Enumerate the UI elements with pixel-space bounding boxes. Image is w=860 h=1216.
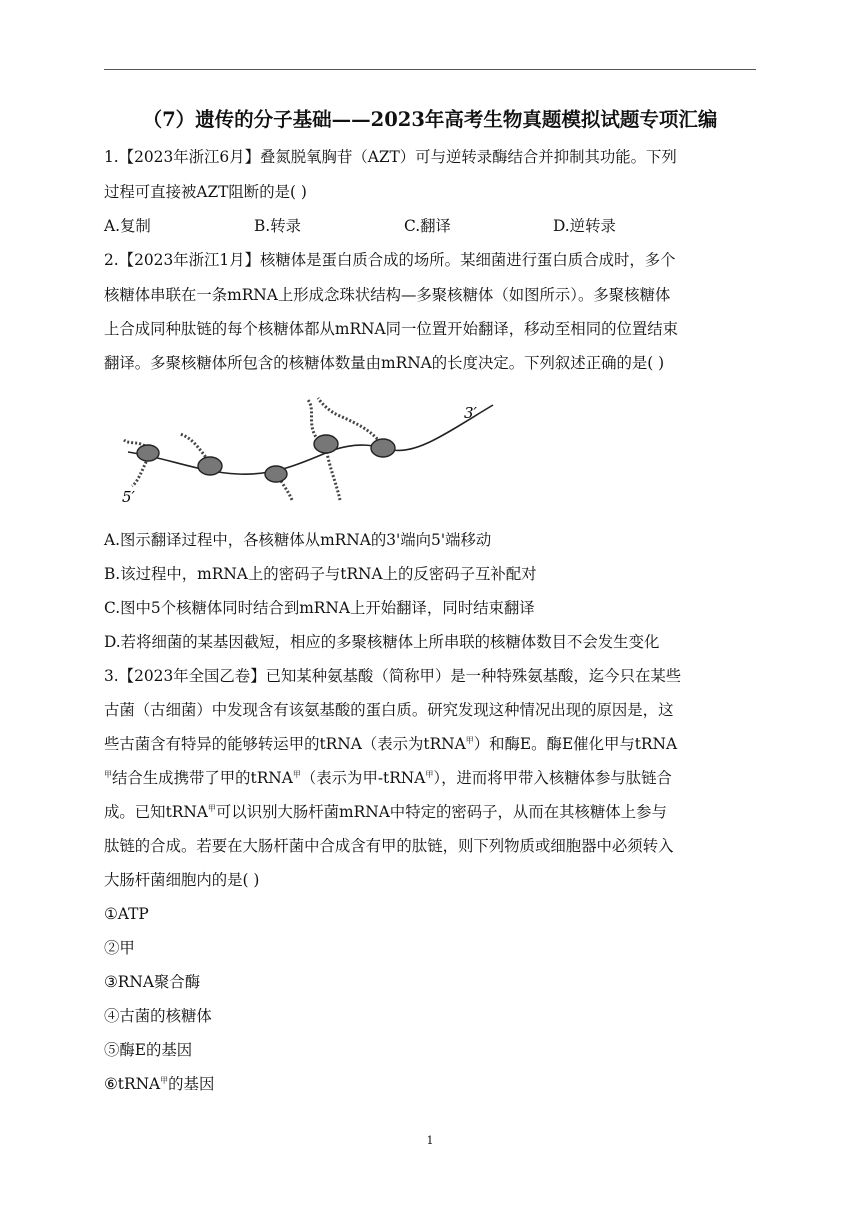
header-rule <box>104 69 756 70</box>
q1-option-b: B.转录 <box>254 217 301 235</box>
label-3prime: 3′ <box>464 404 477 422</box>
ribosome <box>314 435 338 453</box>
q1-option-a: A.复制 <box>104 217 151 235</box>
q3-item-3: ③RNA聚合酶 <box>104 973 201 991</box>
q1-option-c: C.翻译 <box>404 217 451 235</box>
q3-stem-line3: 些古菌含有特异的能够转运甲的tRNA（表示为tRNA$^甲$）和酶E。酶E催化甲与tRNA <box>104 735 678 753</box>
q2-option-c: C.图中5个核糖体同时结合到mRNA上开始翻译，同时结束翻译 <box>104 599 535 617</box>
q2-option-a: A.图示翻译过程中，各核糖体从mRNA的3'端向5'端移动 <box>104 531 492 549</box>
q1-option-d: D.逆转录 <box>553 217 616 235</box>
q3-stem-line7: 大肠杆菌细胞内的是( ) <box>104 871 260 889</box>
ribosome <box>198 457 222 475</box>
q1-stem-line2: 过程可直接被AZT阻断的是( ) <box>104 183 307 201</box>
q3-item-5: ⑤酶E的基因 <box>104 1041 193 1059</box>
superscript-jia: 甲 <box>465 735 474 745</box>
page-title: （7）遗传的分子基础——2023年高考生物真题模拟试题专项汇编 <box>142 108 718 131</box>
label-5prime: 5′ <box>122 488 135 506</box>
q2-option-b: B.该过程中，mRNA上的密码子与tRNA上的反密码子互补配对 <box>104 565 537 583</box>
superscript-jia: 甲 <box>292 769 301 779</box>
q2-stem-line2: 核糖体串联在一条mRNA上形成念珠状结构—多聚核糖体（如图所示）。多聚核糖体 <box>104 286 671 304</box>
q3-stem-line4: $^甲$结合生成携带了甲的tRNA$^甲$（表示为甲-tRNA$^甲$），进而将甲带入核糖体参与肽链合 <box>104 769 672 787</box>
superscript-jia: 甲 <box>160 1075 169 1085</box>
q3-item-2: ②甲 <box>104 939 135 957</box>
q3-stem-line2: 古菌（古细菌）中发现含有该氨基酸的蛋白质。研究发现这种情况出现的原因是，这 <box>104 701 674 719</box>
q3-stem-line5: 成。已知tRNA$^甲$可以识别大肠杆菌mRNA中特定的密码子，从而在其核糖体上参与 <box>104 803 667 821</box>
page-number: 1 <box>426 1134 434 1147</box>
peptide-chain <box>180 434 208 460</box>
superscript-jia: 甲 <box>104 769 112 779</box>
q1-stem-line1: 1.【2023年浙江6月】叠氮脱氧胸苷（AZT）可与逆转录酶结合并抑制其功能。下列 <box>104 148 677 166</box>
q2-stem-line1: 2.【2023年浙江1月】核糖体是蛋白质合成的场所。某细菌进行蛋白质合成时，多个 <box>104 251 676 269</box>
q2-stem-line3: 上合成同种肽链的每个核糖体都从mRNA同一位置开始翻译，移动至相同的位置结束 <box>104 320 679 338</box>
ribosome <box>371 439 395 457</box>
q3-item-1: ①ATP <box>104 905 149 923</box>
q3-stem-line1: 3.【2023年全国乙卷】已知某种氨基酸（简称甲）是一种特殊氨基酸，迄今只在某些 <box>104 667 682 685</box>
q3-stem-line6: 肽链的合成。若要在大肠杆菌中合成含有甲的肽链，则下列物质或细胞器中必须转入 <box>104 837 674 855</box>
q2-option-d: D.若将细菌的某基因截短，相应的多聚核糖体上所串联的核糖体数目不会发生变化 <box>104 633 660 651</box>
ribosome <box>137 445 159 461</box>
ribosome <box>265 466 287 482</box>
superscript-jia: 甲 <box>425 769 434 779</box>
q3-item-6: ⑥tRNA$^甲$的基因 <box>104 1075 215 1093</box>
q2-stem-line4: 翻译。多聚核糖体所包含的核糖体数量由mRNA的长度决定。下列叙述正确的是( ) <box>104 354 665 372</box>
superscript-jia: 甲 <box>207 803 216 813</box>
q3-item-4: ④古菌的核糖体 <box>104 1007 212 1025</box>
polyribosome-figure <box>108 390 508 515</box>
